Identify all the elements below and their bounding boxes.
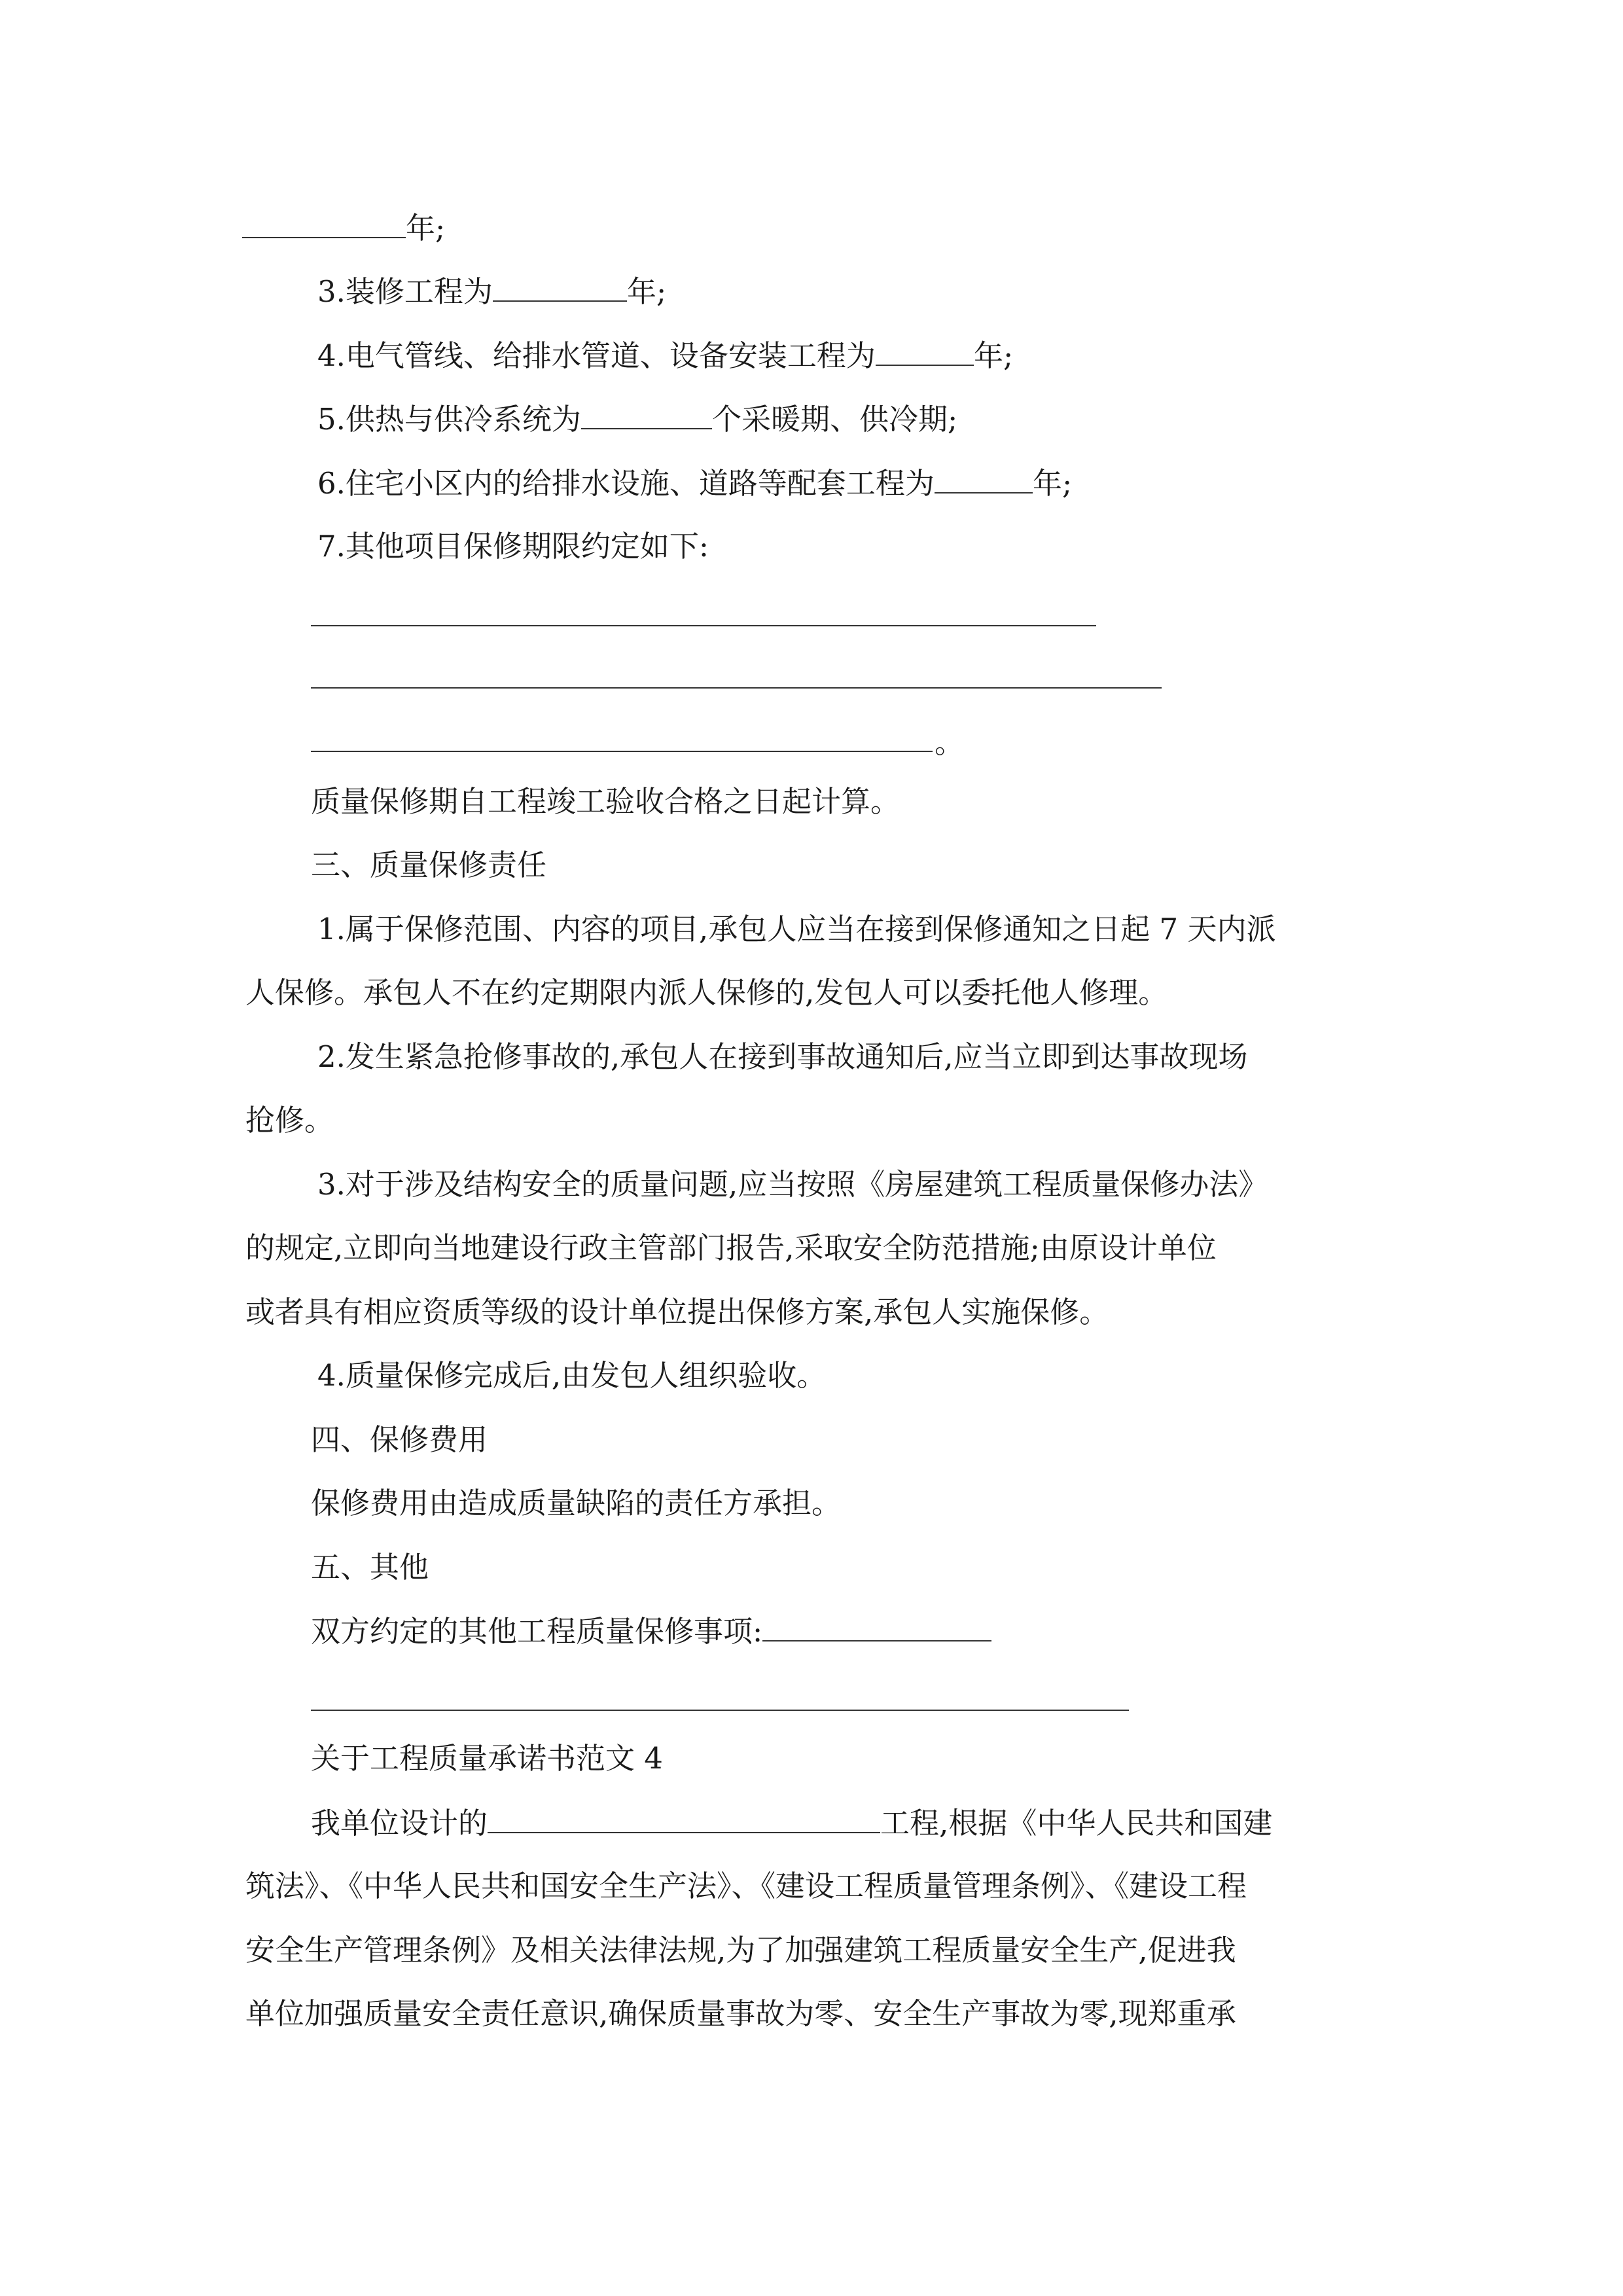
- doc-line: [245, 1229, 1217, 1268]
- line-text: 年;: [406, 211, 446, 245]
- blank-rule: [311, 751, 933, 752]
- doc-line: [311, 1739, 663, 1778]
- line-text: 筑法》、《中华人民共和国安全生产法》、《建设工程质量管理条例》、《建设工程: [245, 1869, 1247, 1903]
- doc-line: [245, 1931, 1236, 1970]
- line-text: 三、质量保修责任: [311, 848, 547, 882]
- doc-line: [317, 463, 1072, 503]
- line-text: 我单位设计的: [311, 1806, 488, 1840]
- line-text: 五、其他: [311, 1550, 429, 1585]
- doc-line: [311, 1484, 841, 1523]
- fill-in-blank: [876, 336, 974, 366]
- line-text: 双方约定的其他工程质量保修事项:: [311, 1614, 763, 1649]
- line-text: 安全生产管理条例》及相关法律法规,为了加强建筑工程质量安全生产,促进我: [245, 1933, 1236, 1967]
- line-text: 保修费用由造成质量缺陷的责任方承担。: [311, 1486, 842, 1520]
- line-text: 3.对于涉及结构安全的质量问题,应当按照《房屋建筑工程质量保修办法》: [317, 1167, 1268, 1202]
- line-text: 质量保修期自工程竣工验收合格之日起计算。: [311, 784, 901, 819]
- doc-line: [311, 1548, 429, 1587]
- doc-line: [311, 1420, 488, 1460]
- doc-line: [317, 272, 666, 311]
- line-text: 或者具有相应资质等级的设计单位提出保修方案,承包人实施保修。: [245, 1295, 1109, 1329]
- line-text: 年;: [973, 338, 1014, 373]
- line-text: 2.发生紧急抢修事故的,承包人在接到事故通知后,应当立即到达事故现场: [317, 1039, 1248, 1074]
- line-text: 6.住宅小区内的给排水设施、道路等配套工程为: [317, 466, 935, 501]
- doc-line: [311, 846, 546, 885]
- doc-line: [311, 1611, 991, 1651]
- doc-line: [317, 527, 709, 566]
- fill-in-blank: [581, 399, 712, 429]
- fill-in-blank: [242, 208, 406, 238]
- doc-line: [317, 336, 1013, 375]
- line-text: 年;: [1032, 466, 1073, 501]
- line-text: 人保修。承包人不在约定期限内派人保修的,发包人可以委托他人修理。: [245, 975, 1168, 1010]
- doc-line: [245, 1101, 334, 1140]
- line-text: 年;: [626, 274, 667, 309]
- doc-line: [245, 1293, 1109, 1332]
- line-text: 的规定,立即向当地建设行政主管部门报告,采取安全防范措施;由原设计单位: [245, 1230, 1217, 1265]
- line-text: 1.属于保修范围、内容的项目,承包人应当在接到保修通知之日起 7 天内派: [317, 912, 1276, 946]
- fill-in-blank: [935, 463, 1033, 493]
- doc-line: [245, 1867, 1247, 1906]
- doc-line: [242, 208, 445, 247]
- doc-line: [317, 1037, 1248, 1077]
- fill-in-blank: [493, 272, 627, 302]
- line-text: 抢修。: [245, 1103, 334, 1138]
- fill-in-blank: [762, 1611, 991, 1641]
- line-text: 个采暖期、供冷期;: [711, 402, 958, 437]
- fill-in-blank: [488, 1803, 880, 1833]
- blank-rule: [311, 1710, 1129, 1711]
- line-text: 4.电气管线、给排水管道、设备安装工程为: [317, 338, 876, 373]
- line-text: 7.其他项目保修期限约定如下:: [317, 529, 709, 564]
- doc-line: [317, 910, 1275, 949]
- doc-line: [245, 973, 1168, 1013]
- blank-rule: [311, 687, 1162, 689]
- line-text: 4.质量保修完成后,由发包人组织验收。: [317, 1358, 827, 1393]
- line-text: 3.装修工程为: [317, 274, 493, 309]
- doc-line: [245, 1994, 1236, 2034]
- doc-line: [317, 399, 957, 439]
- line-text: 5.供热与供冷系统为: [317, 402, 581, 437]
- line-text: 四、保修费用: [311, 1422, 488, 1457]
- end-mark: 。: [935, 725, 965, 760]
- doc-line: [311, 782, 900, 821]
- blank-rule: [311, 625, 1096, 626]
- doc-line: [317, 1165, 1268, 1204]
- line-text: 关于工程质量承诺书范文 4: [311, 1741, 663, 1776]
- line-text: 工程,根据《中华人民共和国建: [880, 1806, 1273, 1840]
- line-text: 单位加强质量安全责任意识,确保质量事故为零、安全生产事故为零,现郑重承: [245, 1996, 1236, 2031]
- doc-line: [311, 1803, 1272, 1842]
- doc-line: [317, 1356, 826, 1395]
